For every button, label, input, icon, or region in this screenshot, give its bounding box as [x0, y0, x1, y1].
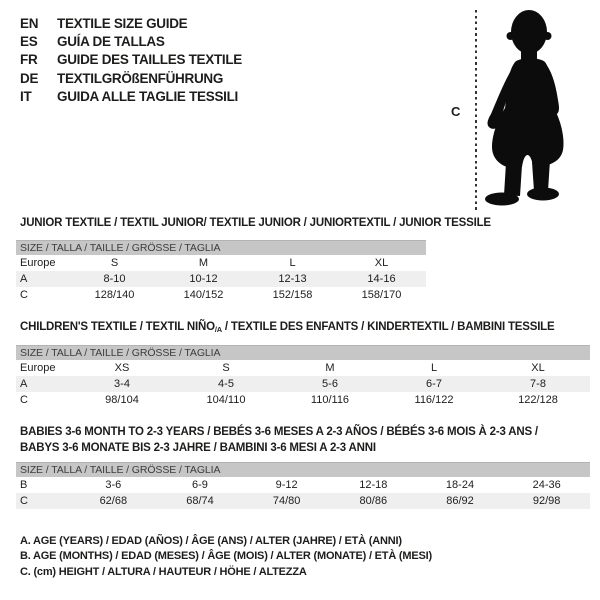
cell: 12-13: [278, 273, 307, 285]
cell: 12-18: [359, 479, 388, 491]
footnote-a: A. AGE (YEARS) / EDAD (AÑOS) / ÂGE (ANS) / ALTER (JAHRE) / ETÀ (ANNI): [20, 535, 402, 547]
cell: S: [110, 257, 119, 269]
cell: 62/68: [99, 495, 128, 507]
language-code: DE: [20, 70, 39, 86]
size-header-bar: SIZE / TALLA / TAILLE / GRÖSSE / TAGLIA: [16, 462, 590, 477]
toddler-silhouette-icon: [482, 8, 572, 208]
height-measure-label: C: [451, 104, 461, 119]
cell: 9-12: [275, 479, 298, 491]
footnotes: [20, 534, 432, 580]
row-label: Europe: [20, 257, 56, 269]
language-row-fr: [20, 51, 242, 69]
babies-size-table: [16, 462, 590, 509]
cell: 7-8: [530, 378, 546, 390]
row-label: C: [20, 289, 28, 301]
language-list: [20, 14, 242, 106]
cell: 122/128: [518, 394, 558, 406]
language-title: GUÍA DE TALLAS: [57, 34, 165, 50]
measure-figure: [440, 0, 600, 220]
language-title: GUIDE DES TAILLES TEXTILE: [57, 52, 243, 68]
cell: 3-4: [114, 378, 130, 390]
children-size-table: [16, 345, 590, 408]
cell: 152/158: [272, 289, 313, 301]
cell: 92/98: [532, 495, 561, 507]
cell: 74/80: [272, 495, 301, 507]
babies-section-title: [20, 425, 538, 456]
cell: 98/104: [105, 394, 139, 406]
children-title-part: / TEXTILE DES ENFANTS / KINDERTEXTIL / BAMBINI TESSILE: [221, 321, 555, 333]
footnote-c: C. (cm) HEIGHT / ALTURA / HAUTEUR / HÖHE / ALTEZZA: [20, 565, 307, 578]
row-label: A: [20, 378, 28, 390]
table-row: [16, 376, 590, 392]
cell: 80/86: [359, 495, 388, 507]
table-row: [16, 493, 590, 509]
language-title: TEXTILGRÖßENFÜHRUNG: [57, 70, 224, 86]
language-row-en: [20, 14, 242, 32]
cell: XL: [531, 362, 545, 374]
cell: 86/92: [446, 495, 474, 507]
cell: 4-5: [218, 378, 234, 390]
table-row: [16, 287, 426, 303]
cell: 140/152: [183, 289, 224, 301]
table-row: [16, 255, 426, 271]
language-code: ES: [20, 34, 38, 50]
row-label: C: [20, 495, 28, 507]
language-row-es: [20, 32, 242, 50]
cell: 158/170: [361, 289, 402, 301]
table-row: [16, 271, 426, 287]
table-row: [16, 477, 590, 493]
language-row-de: [20, 69, 242, 87]
footnote-b: B. AGE (MONTHS) / EDAD (MESES) / ÂGE (MOIS) / ALTER (MONATE) / ETÀ (MESI): [20, 550, 432, 563]
table-row: [16, 392, 590, 408]
cell: L: [430, 362, 438, 374]
row-label: B: [20, 479, 28, 491]
children-title-subscript: /A: [214, 325, 222, 334]
cell: 68/74: [186, 495, 214, 507]
cell: M: [198, 257, 209, 269]
junior-size-table: [16, 240, 426, 303]
language-code: EN: [20, 15, 39, 31]
cell: 104/110: [206, 394, 246, 406]
cell: M: [325, 362, 335, 374]
language-row-it: [20, 88, 242, 106]
language-code: IT: [20, 89, 32, 105]
cell: 8-10: [103, 273, 126, 285]
cell: 18-24: [445, 479, 475, 491]
junior-section-title: JUNIOR TEXTILE / TEXTIL JUNIOR/ TEXTILE JUNIOR / JUNIORTEXTIL / JUNIOR TESSILE: [20, 217, 491, 229]
cell: 6-7: [426, 378, 442, 390]
height-dotted-line: [475, 10, 477, 212]
cell: 24-36: [532, 479, 561, 491]
cell: L: [289, 257, 296, 269]
row-label: Europe: [20, 362, 56, 374]
language-title: GUIDA ALLE TAGLIE TESSILI: [57, 89, 238, 105]
row-label: C: [20, 394, 28, 406]
language-code: FR: [20, 52, 38, 68]
table-row: [16, 360, 590, 376]
language-title: TEXTILE SIZE GUIDE: [57, 15, 188, 31]
size-header-bar: SIZE / TALLA / TAILLE / GRÖSSE / TAGLIA: [16, 240, 426, 255]
cell: XL: [374, 257, 389, 269]
row-label: A: [20, 273, 28, 285]
cell: S: [222, 362, 230, 374]
cell: 10-12: [189, 273, 218, 285]
cell: 5-6: [322, 378, 338, 390]
babies-title-line1: BABIES 3-6 MONTH TO 2-3 YEARS / BEBÉS 3-6 MESES A 2-3 AÑOS / BÉBÉS 3-6 MOIS À 2-3 ANS /: [20, 426, 538, 438]
cell: 6-9: [192, 479, 208, 491]
cell: 110/116: [310, 394, 350, 406]
cell: 3-6: [105, 479, 122, 491]
cell: 128/140: [94, 289, 135, 301]
children-section-title: [20, 321, 554, 334]
cell: XS: [114, 362, 130, 374]
cell: 116/122: [414, 394, 454, 406]
children-title-part: CHILDREN'S TEXTILE / TEXTIL NIÑO: [20, 321, 215, 333]
cell: 14-16: [367, 273, 396, 285]
size-header-bar: SIZE / TALLA / TAILLE / GRÖSSE / TAGLIA: [16, 345, 590, 360]
babies-title-line2: BABYS 3-6 MONATE BIS 2-3 JAHRE / BAMBINI 3-6 MESI A 2-3 ANNI: [20, 441, 376, 454]
